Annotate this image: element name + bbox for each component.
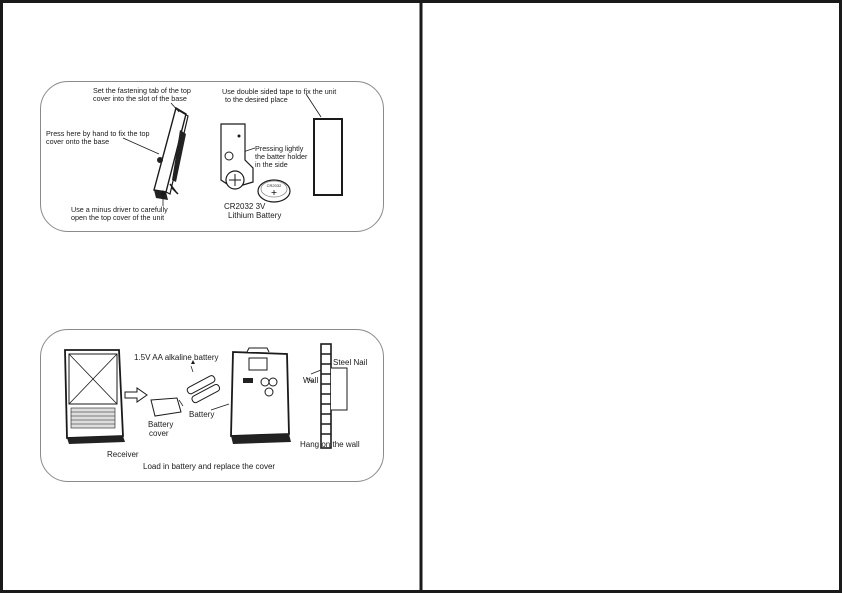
press-here-label: Press here by hand to fix the top cover onto the base [46, 129, 150, 146]
minus-driver-label: Use a minus driver to carefully open the top cover of the unit [71, 205, 168, 222]
double-sided-tape-icon [313, 118, 345, 198]
steel-nail-label: Steel Nail [333, 358, 368, 367]
hang-on-wall-label: Hang on the wall [300, 440, 360, 449]
svg-text:CR2032: CR2032 [266, 183, 282, 188]
battery-label: Battery [189, 410, 215, 419]
transmitter-install-panel [40, 81, 384, 232]
left-page [0, 0, 420, 593]
wall-label: Wall [303, 376, 319, 385]
double-tape-label: Use double sided tape to fix the unit to the desired place [222, 87, 337, 104]
pressing-holder-label: Pressing lightly the batter holder in the side [255, 144, 308, 169]
right-page-blank [421, 0, 842, 593]
aa-battery-label: 1.5V AA alkaline battery [134, 353, 219, 362]
base-battery-holder-illustration [219, 122, 259, 192]
receiver-install-panel [40, 329, 384, 482]
coin-battery-icon [256, 177, 292, 205]
fastening-tab-label: Set the fastening tab of the top cover into the slot of the base [93, 86, 191, 103]
load-battery-label: Load in battery and replace the cover [143, 462, 276, 471]
battery-type-label: CR2032 3V Lithium Battery [224, 202, 282, 220]
battery-cover-label: Battery cover [148, 420, 174, 438]
receiver-label: Receiver [107, 450, 139, 459]
